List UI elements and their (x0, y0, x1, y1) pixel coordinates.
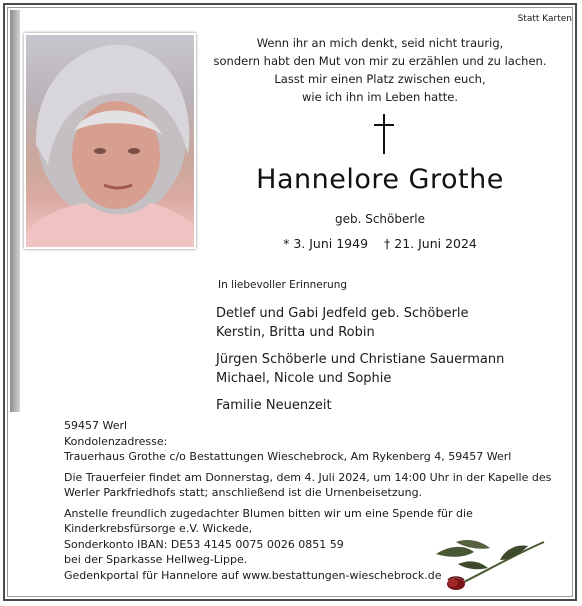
mourner-line: Detlef und Gabi Jedfeld geb. Schöberle (216, 306, 469, 321)
donation-line: bei der Sparkasse Hellweg-Lippe. (64, 553, 248, 566)
poem-line: Wenn ihr an mich denkt, seid nicht traurig, (256, 36, 504, 50)
mourner-line: Jürgen Schöberle und Christiane Sauermann (216, 352, 505, 367)
birth-date: * 3. Juni 1949 (283, 236, 369, 251)
mourners-list (216, 304, 504, 415)
life-dates (205, 236, 555, 251)
poem-line: sondern habt den Mut von mir zu erzählen und zu lachen. (213, 54, 547, 68)
ceremony-line: Die Trauerfeier findet am Donnerstag, dem 4. Juli 2024, um 14:00 Uhr in der Kapelle des (64, 470, 552, 484)
cross-icon (370, 112, 398, 156)
mourner-line: Familie Neuenzeit (216, 398, 332, 413)
death-date: † 21. Juni 2024 (384, 236, 477, 251)
poem-line: wie ich ihn im Leben hatte. (302, 90, 458, 104)
mourner-line: Kerstin, Britta und Robin (216, 325, 375, 340)
portrait-photo (24, 33, 196, 249)
memorial-portal: Gedenkportal für Hannelore auf www.bestattungen-wieschebrock.de (64, 568, 442, 582)
donation-line: Kinderkrebsfürsorge e.V. Wickede, (64, 522, 253, 535)
kondolenz-address: Trauerhaus Grothe c/o Bestattungen Wieschebrock, Am Rykenberg 4, 59457 Werl (64, 450, 512, 463)
rose-icon (428, 530, 546, 592)
decorative-sidebar (10, 10, 20, 412)
deceased-name: Hannelore Grothe (256, 164, 504, 195)
mourner-line: Michael, Nicole und Sophie (216, 371, 392, 386)
donation-line: Anstelle freundlich zugedachter Blumen bitten wir um eine Spende für die (64, 506, 473, 520)
ceremony-line: Werler Parkfriedhofs statt; anschließend ist die Urnenbeisetzung. (64, 486, 423, 499)
poem-line: Lasst mir einen Platz zwischen euch, (274, 72, 486, 86)
kondolenz-label: Kondolenzadresse: (64, 434, 168, 448)
donation-line: Sonderkonto IBAN: DE53 4145 0075 0026 0851 59 (64, 537, 344, 551)
remembrance-intro: In liebevoller Erinnerung (218, 279, 348, 291)
poem (205, 34, 555, 106)
statt-karten-note: Statt Karten (517, 14, 572, 24)
city: 59457 Werl (64, 419, 128, 432)
birth-name: geb. Schöberle (334, 212, 426, 226)
